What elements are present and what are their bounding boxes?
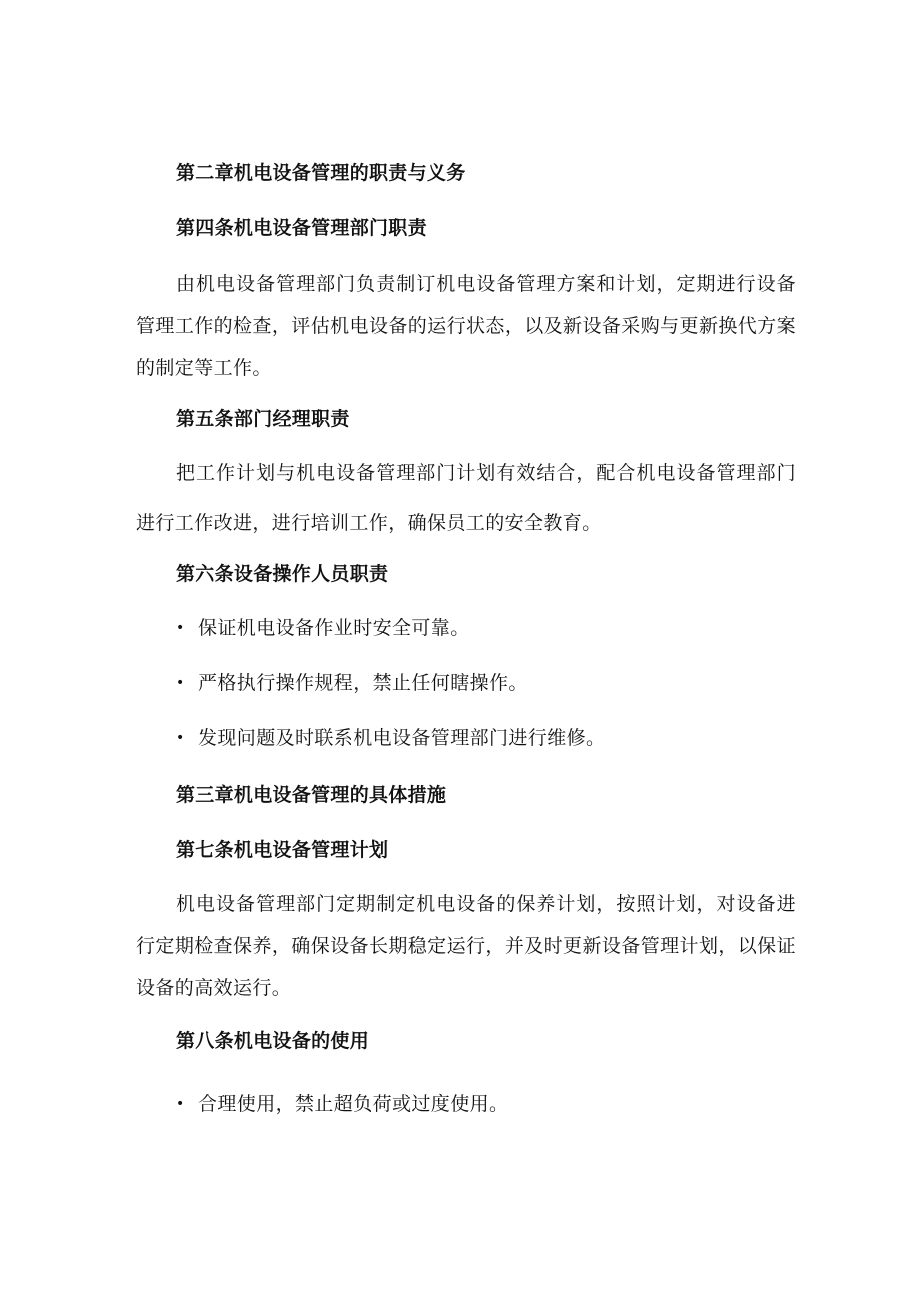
- list-item-text: 发现问题及时联系机电设备管理部门进行维修。: [198, 727, 606, 749]
- list-item: [176, 671, 528, 695]
- list-item-text: 合理使用，禁止超负荷或过度使用。: [198, 1093, 509, 1115]
- bullet-icon: •: [176, 730, 185, 746]
- article-5-title: 第五条部门经理职责: [176, 408, 350, 430]
- article-7-title: 第七条机电设备管理计划: [176, 839, 389, 861]
- bullet-icon: •: [176, 1096, 185, 1112]
- list-item: [176, 1092, 508, 1116]
- article-4-title: 第四条机电设备管理部门职责: [176, 217, 427, 239]
- list-item-text: 严格执行操作规程，禁止任何瞎操作。: [198, 672, 528, 694]
- article-4-body: 由机电设备管理部门负责制订机电设备管理方案和计划，定期进行设备管理工作的检查，评估机电设备的运行状态，以及新设备采购与更新换代方案的制定等工作。: [136, 273, 796, 379]
- article-5-body: 把工作计划与机电设备管理部门计划有效结合，配合机电设备管理部门进行工作改进，进行培训工作，确保员工的安全教育。: [136, 462, 796, 534]
- article-7-body: 机电设备管理部门定期制定机电设备的保养计划，按照计划，对设备进行定期检查保养，确保设备长期稳定运行，并及时更新设备管理计划，以保证设备的高效运行。: [136, 893, 796, 999]
- bullet-icon: •: [176, 675, 185, 691]
- chapter-2-title: 第二章机电设备管理的职责与义务: [176, 162, 466, 184]
- bullet-icon: •: [176, 620, 185, 636]
- list-item-text: 保证机电设备作业时安全可靠。: [198, 617, 470, 639]
- article-8-title: 第八条机电设备的使用: [176, 1030, 370, 1052]
- chapter-3-title: 第三章机电设备管理的具体措施: [176, 784, 447, 806]
- article-6-title: 第六条设备操作人员职责: [176, 563, 389, 585]
- list-item: [176, 726, 605, 750]
- list-item: [176, 616, 470, 640]
